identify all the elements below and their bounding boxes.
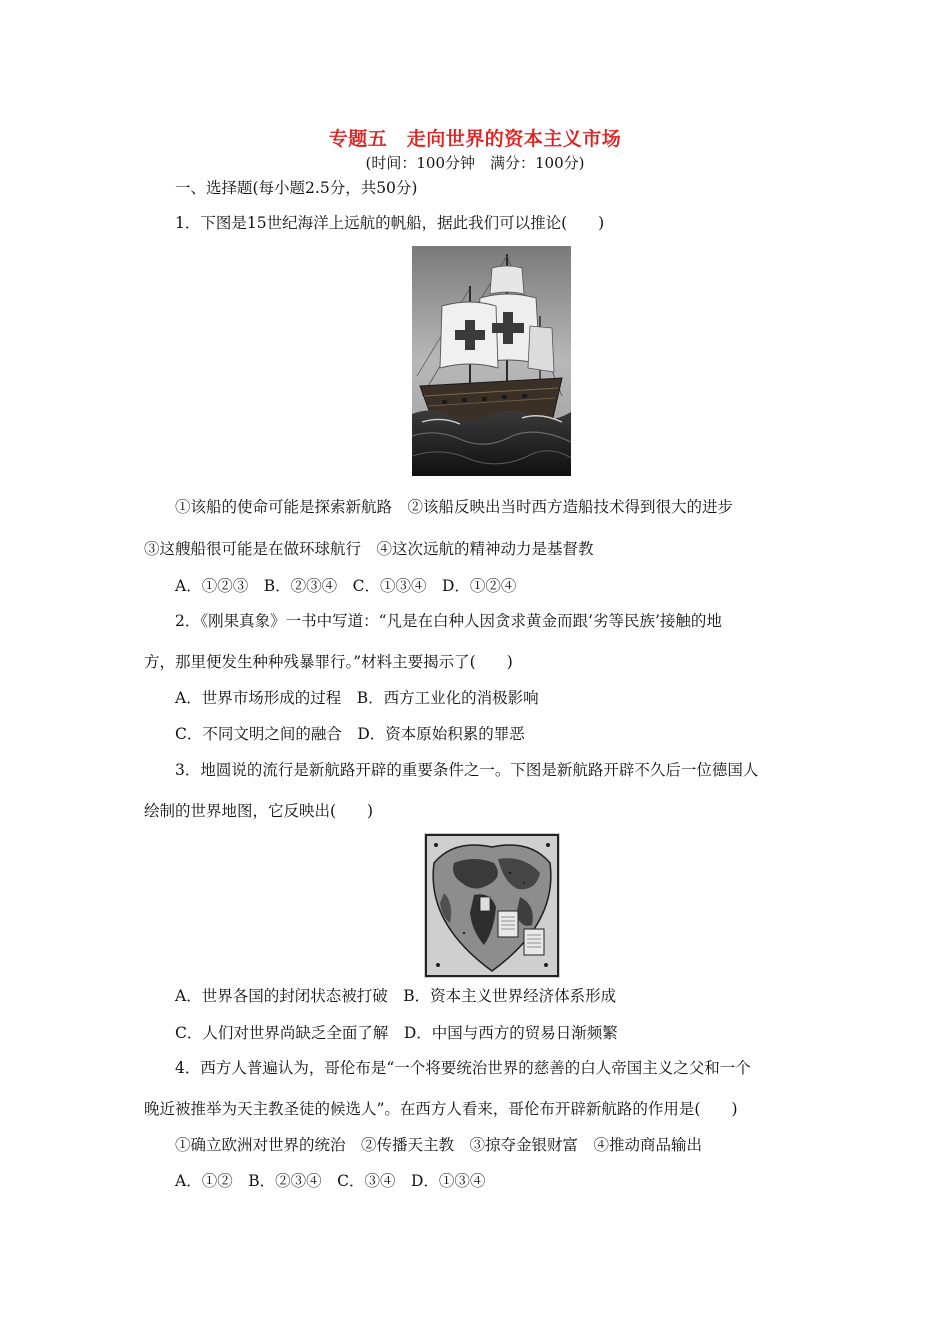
document-title: 专题五 走向世界的资本主义市场	[328, 128, 622, 150]
q1-answer-choices: A．①②③ B．②③④ C．①③④ D．①②④	[175, 577, 517, 595]
q1-options-line-2: ③这艘船很可能是在做环球航行 ④这次远航的精神动力是基督教	[144, 540, 594, 558]
section-heading: 一、选择题(每小题2.5分，共50分)	[175, 179, 418, 197]
q4-options-line: ①确立欧洲对世界的统治 ②传播天主教 ③掠夺金银财富 ④推动商品输出	[175, 1136, 703, 1154]
q4-stem-line-2: 晚近被推举为天主教圣徒的候选人”。在西方人看来，哥伦布开辟新航路的作用是( )	[144, 1100, 738, 1118]
q3-stem-line-2: 绘制的世界地图，它反映出( )	[144, 802, 374, 820]
q4-answer-choices: A．①② B．②③④ C．③④ D．①③④	[175, 1172, 486, 1190]
q2-answer-choices-row-2: C．不同文明之间的融合 D．资本原始积累的罪恶	[175, 725, 525, 743]
q3-stem-line-1: 3．地圆说的流行是新航路开辟的重要条件之一。下图是新航路开辟不久后一位德国人	[175, 761, 759, 779]
old-world-map-figure	[424, 833, 560, 978]
q2-stem-line-2: 方，那里便发生种种残暴罪行。”材料主要揭示了( )	[144, 653, 513, 671]
q1-stem: 1．下图是15世纪海洋上远航的帆船，据此我们可以推论( )	[175, 214, 605, 232]
q4-stem-line-1: 4．西方人普遍认为，哥伦布是“一个将要统治世界的慈善的白人帝国主义之父和一个	[175, 1059, 751, 1077]
document-subtitle: (时间：100分钟 满分：100分)	[365, 154, 585, 172]
q2-answer-choices-row-1: A．世界市场形成的过程 B．西方工业化的消极影响	[175, 689, 539, 707]
q3-answer-choices-row-1: A．世界各国的封闭状态被打破 B．资本主义世界经济体系形成	[175, 987, 617, 1005]
q1-options-line-1: ①该船的使命可能是探索新航路 ②该船反映出当时西方造船技术得到很大的进步	[175, 498, 734, 516]
q2-stem-line-1: 2．《刚果真象》一书中写道：“凡是在白种人因贪求黄金而跟‘劣等民族’接触的地	[175, 612, 722, 630]
sailing-ship-figure	[412, 246, 571, 476]
q3-answer-choices-row-2: C．人们对世界尚缺乏全面了解 D．中国与西方的贸易日渐频繁	[175, 1024, 618, 1042]
